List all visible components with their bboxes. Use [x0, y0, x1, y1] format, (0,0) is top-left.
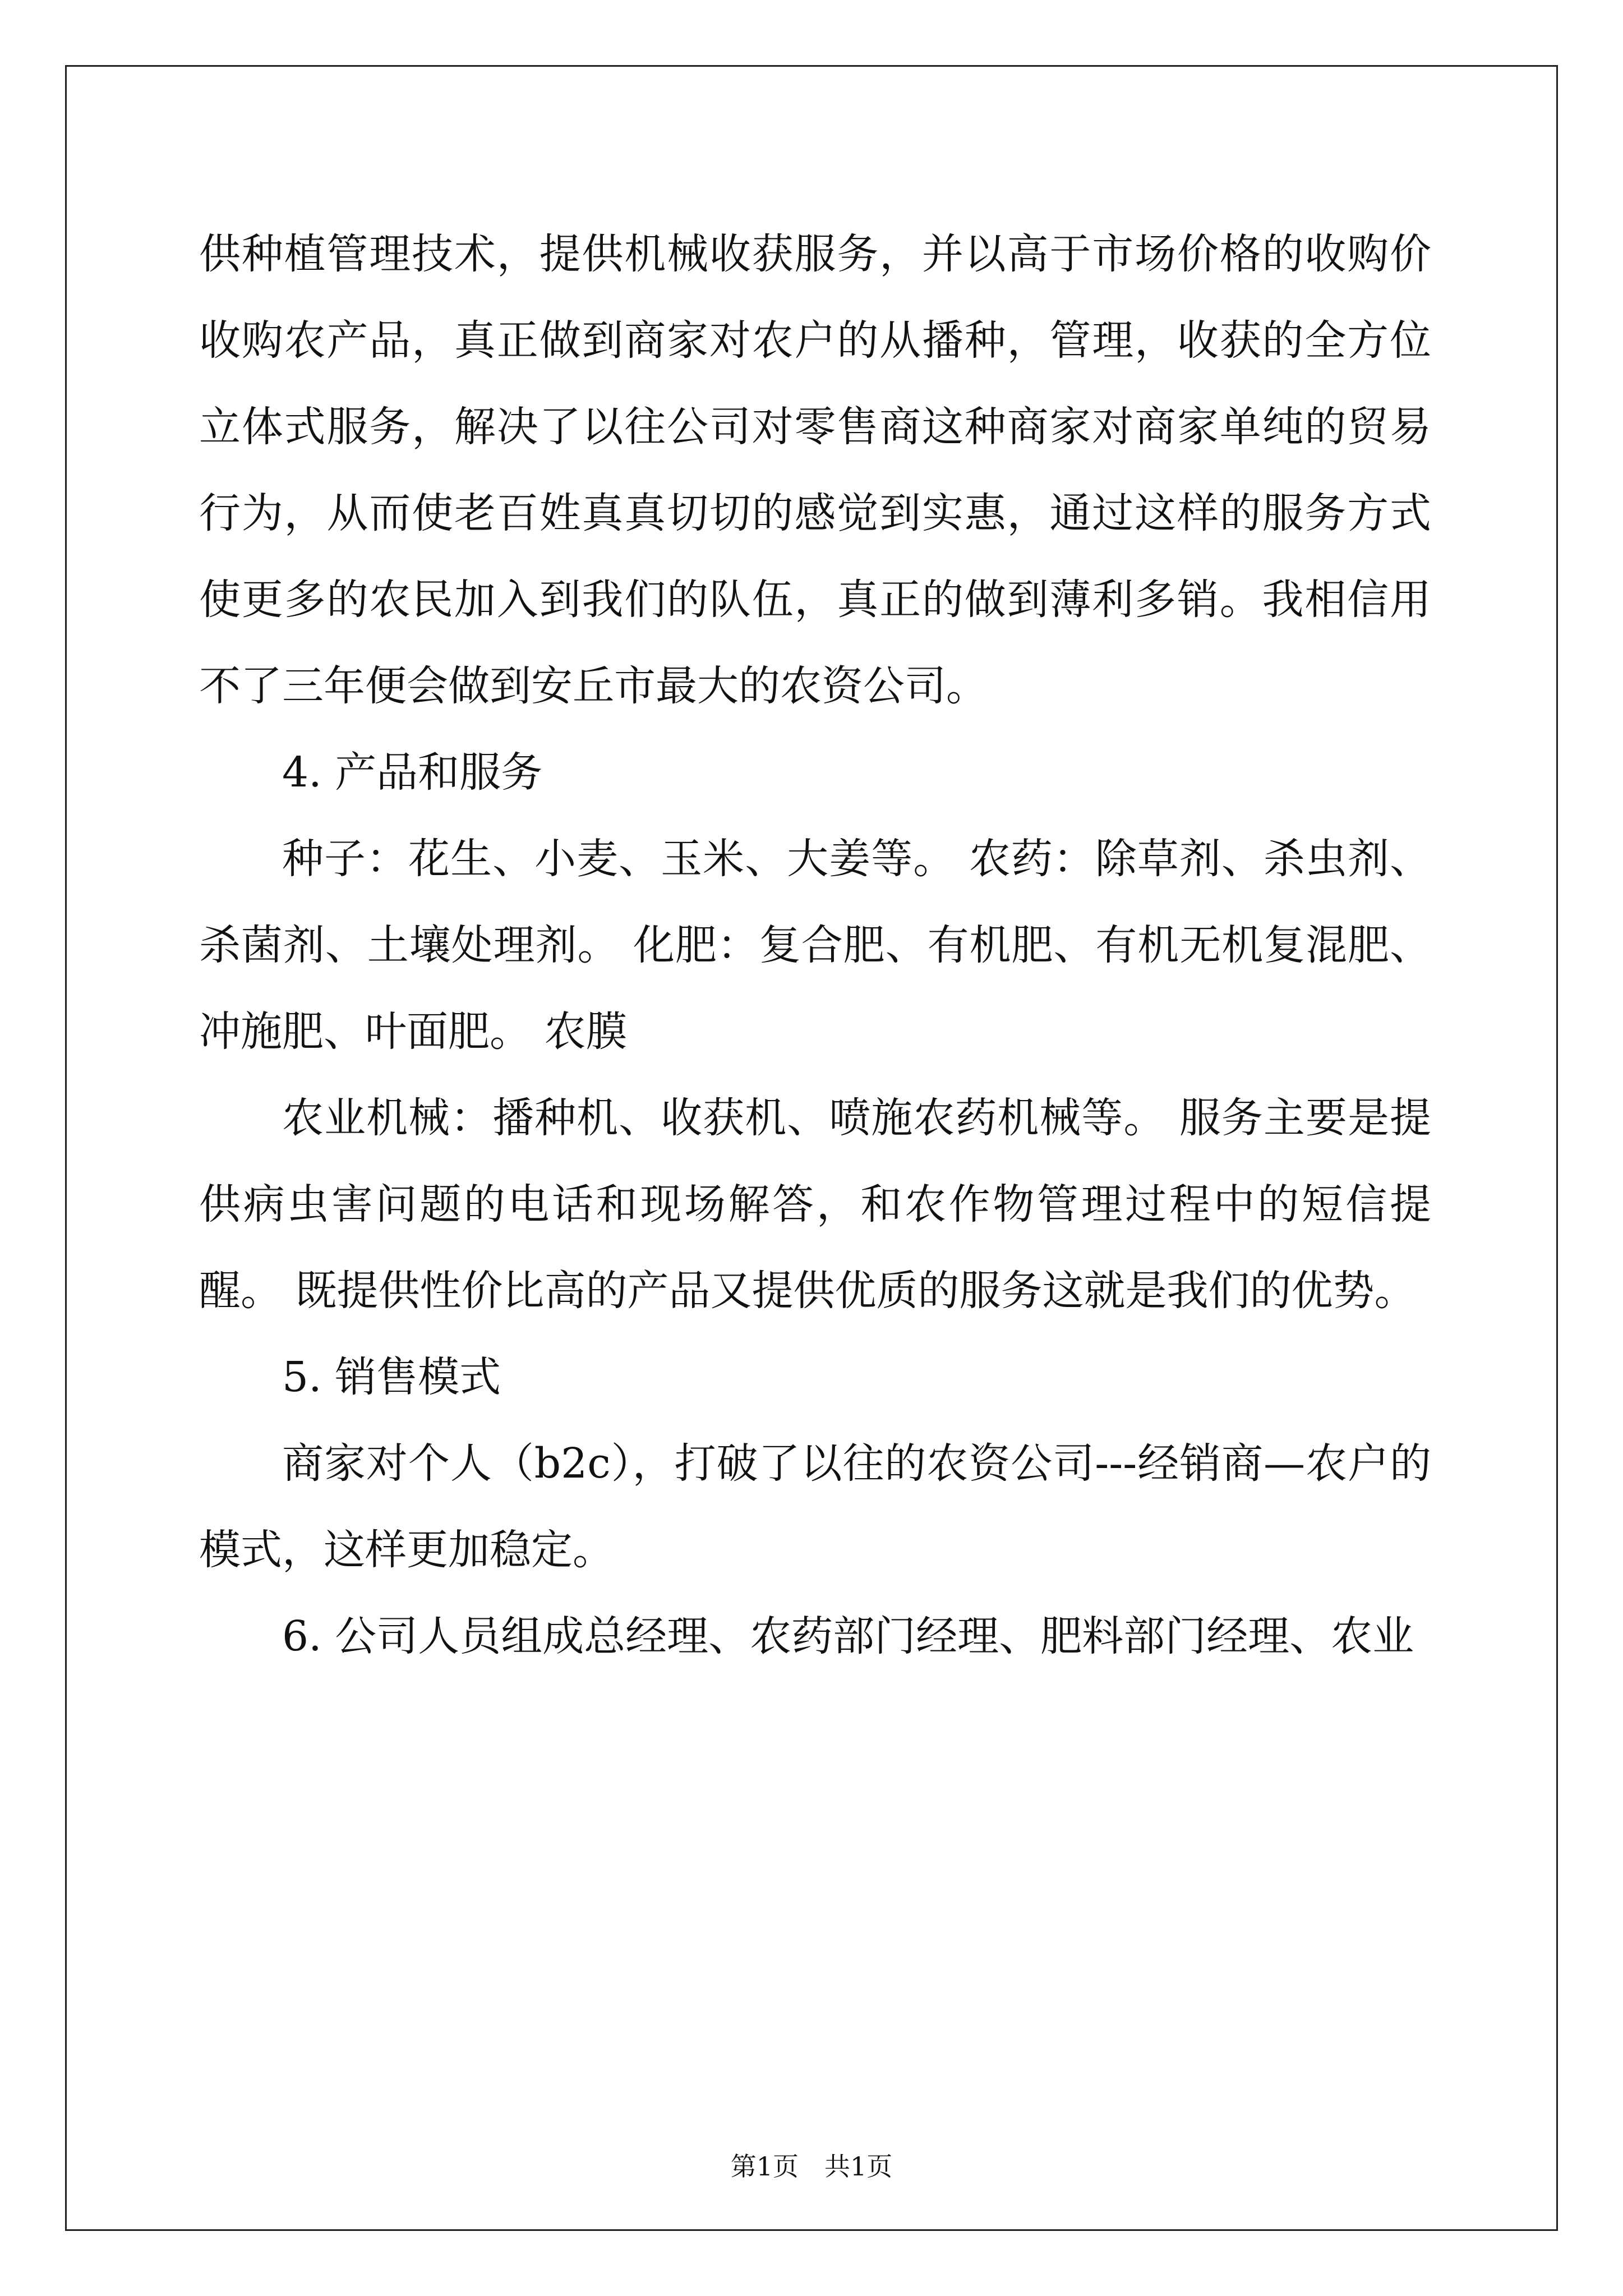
document-body	[199, 211, 1431, 1680]
section-heading-products: 4. 产品和服务	[282, 748, 543, 797]
section-heading-sales-model: 5. 销售模式	[282, 1353, 501, 1401]
paragraph-service-description: 供种植管理技术，提供机械收获服务，并以高于市场价格的收购价收购农产品，真正做到商家对农户的从播种，管理，收获的全方位立体式服务，解决了以往公司对零售商这种商家对商家单纯的贸易行为，从而使老百姓真真切切的感觉到实惠，通过这样的服务方式使更多的农民加入到我们的队伍，真正的做到薄利多销。我相信用不了三年便会做到安丘市最大的农资公司。	[199, 230, 1431, 710]
paragraph-machinery-services: 农业机械：播种机、收获机、喷施农药机械等。 服务主要是提供病虫害问题的电话和现场解答，和农作物管理过程中的短信提醒。 既提供性价比高的产品又提供优质的服务这就是我们的优势。	[199, 1094, 1431, 1315]
page-number-current: 第1页	[730, 2151, 799, 2182]
page-number-total: 共1页	[824, 2151, 893, 2182]
page-footer	[0, 2150, 1623, 2183]
paragraph-staff-composition: 6. 公司人员组成总经理、农药部门经理、肥料部门经理、农业	[282, 1612, 1414, 1660]
paragraph-sales-model: 商家对个人（b2c），打破了以往的农资公司---经销商—农户的模式，这样更加稳定。	[199, 1439, 1431, 1574]
paragraph-product-list: 种子：花生、小麦、玉米、大姜等。 农药：除草剂、杀虫剂、杀菌剂、土壤处理剂。 化肥：复合肥、有机肥、有机无机复混肥、冲施肥、叶面肥。 农膜	[199, 835, 1431, 1056]
